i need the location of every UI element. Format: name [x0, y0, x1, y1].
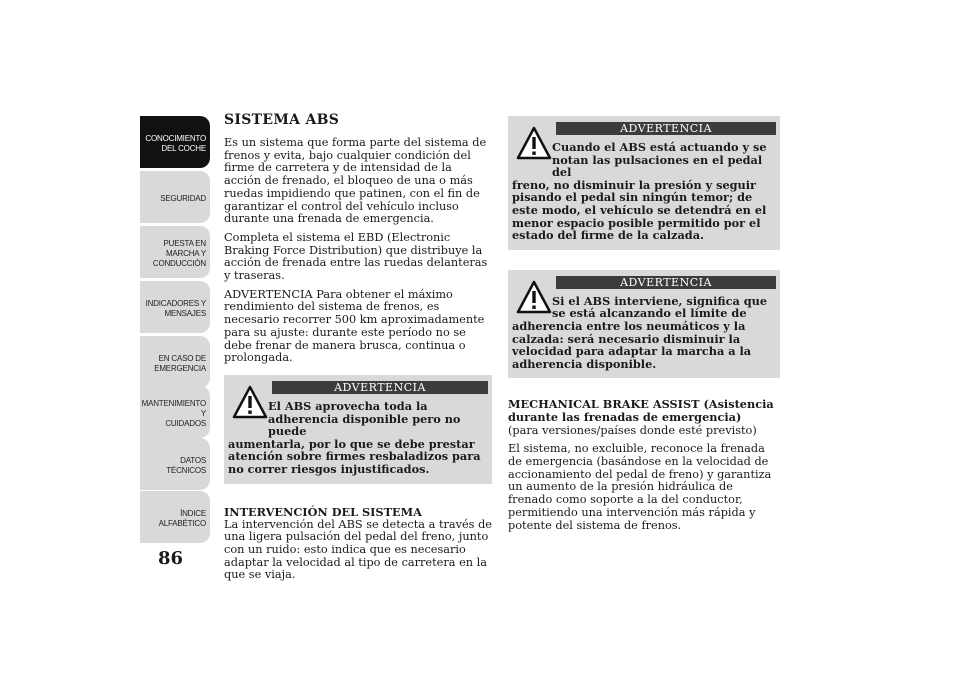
right-column	[508, 112, 780, 538]
warning-box	[508, 270, 780, 379]
paragraph: El sistema, no excluible, reconoce la frenada de emergencia (basándose en la velocidad de accionamiento del pedal de freno) y garantiza un aumento de la presión hidráulica de frenado como soporte a la del conductor, permitiendo una intervención más rápida y potente del sistema de frenos.	[508, 442, 772, 532]
warning-triangle-icon	[516, 280, 552, 314]
left-column	[224, 112, 492, 588]
tab-label: INDICADORES Y MENSAJES	[145, 299, 206, 318]
warning-triangle-icon	[516, 126, 552, 160]
warning-text-rest: adherencia entre los neumáticos y la calzada: será necesario disminuir la velocidad para adaptar la marcha a la adherencia disponible.	[512, 318, 752, 371]
paragraph: Completa el sistema el EBD (Electronic Braking Force Distribution) que distribuye la acción de frenada entre las ruedas delanteras y traseras.	[224, 230, 488, 283]
warning-triangle-icon	[232, 385, 268, 419]
tab-seguridad[interactable]	[140, 171, 210, 223]
tab-label: PUESTA EN MARCHA Y CONDUCCIÓN	[152, 239, 206, 268]
tab-en-caso-de-emergencia[interactable]	[140, 336, 210, 388]
warning-heading: ADVERTENCIA	[556, 122, 776, 135]
warning-heading: ADVERTENCIA	[556, 276, 776, 289]
tab-datos-tecnicos[interactable]	[140, 438, 210, 490]
tab-indice-alfabetico[interactable]	[140, 491, 210, 543]
paragraph: ADVERTENCIA Para obtener el máximo rendimiento del sistema de frenos, es necesario recorrer 500 km aproximadamente para su ajuste: durante este período no se debe frenar de manera brusca, continua o prolongada.	[224, 287, 485, 365]
version-note: (para versiones/países donde esté previsto)	[508, 424, 757, 438]
tab-label: EN CASO DE EMERGENCIA	[154, 354, 206, 373]
tab-indicadores-y-mensajes[interactable]	[140, 281, 210, 333]
warning-text-rest: freno, no disminuir la presión y seguir pisando el pedal sin ningún temor; de este modo, el vehículo se detendrá en el menor espacio posible permitido por el estado del firme de la calzada.	[512, 177, 767, 243]
warning-text-first: Si el ABS interviene, significa que se está alcanzando el límite de	[552, 293, 768, 321]
tab-label: DATOS TÉCNICOS	[166, 456, 206, 475]
section-heading-intervencion: INTERVENCIÓN DEL SISTEMA	[224, 504, 422, 519]
paragraph: Es un sistema que forma parte del sistema de frenos y evita, bajo cualquier condición del firme de carretera y de intensidad de la acción de frenado, el bloqueo de una o más ruedas impidiendo que patinen, con el fin de garantizar el control del vehículo incluso durante una frenada de emergencia.	[224, 136, 487, 226]
warning-box	[224, 375, 492, 484]
warning-text-rest: aumentarla, por lo que se debe prestar atención sobre firmes resbaladizos para no correr riesgos injustificados.	[228, 436, 481, 476]
tab-mantenimiento-y-cuidados[interactable]	[140, 386, 210, 438]
tab-label: CONOCIMIENTO DEL COCHE	[145, 134, 206, 153]
section-heading-abs: SISTEMA ABS	[224, 112, 340, 128]
tab-label: MANTENIMIENTO Y CUIDADOS	[141, 399, 206, 428]
paragraph: La intervención del ABS se detecta a través de una ligera pulsación del pedal del freno, junto con un ruido: esto indica que es necesario adaptar la velocidad al tipo de carretera en la que se viaja.	[224, 517, 492, 582]
page-number: 86	[158, 548, 184, 569]
section-heading-brake-assist: MECHANICAL BRAKE ASSIST (Asistencia durante las frenadas de emergencia)	[508, 397, 774, 425]
tab-conocimiento-del-coche[interactable]	[140, 116, 210, 168]
tab-puesta-en-marcha[interactable]	[140, 226, 210, 278]
warning-text-first: Cuando el ABS está actuando y se notan las pulsaciones en el pedal del	[552, 140, 767, 180]
tab-label: SEGURIDAD	[160, 194, 206, 203]
tab-label: ÍNDICE ALFABÉTICO	[158, 509, 206, 528]
warning-heading: ADVERTENCIA	[272, 381, 488, 394]
warning-text-first: El ABS aprovecha toda la adherencia disponible pero no puede	[268, 398, 461, 439]
warning-box	[508, 116, 780, 250]
